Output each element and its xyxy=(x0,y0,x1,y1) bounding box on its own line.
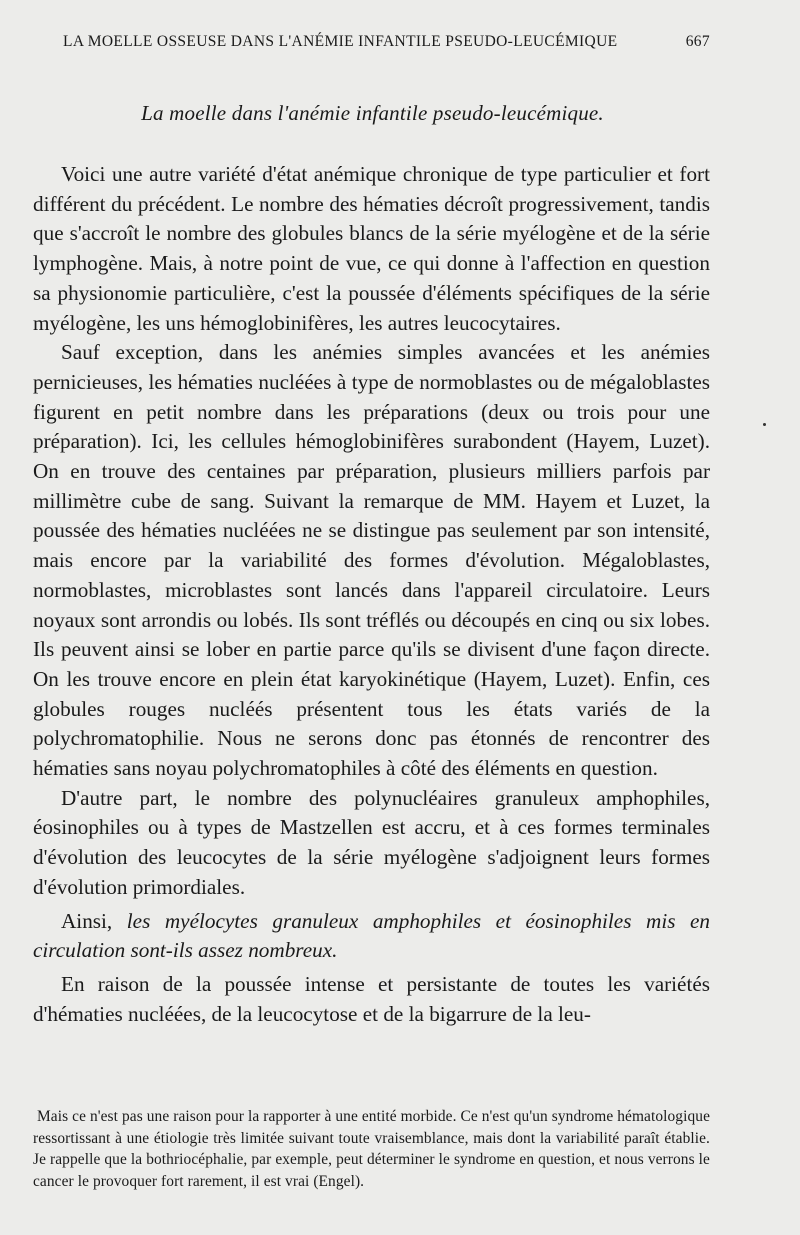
paragraph-hematies: Sauf exception, dans les anémies simples avancées et les anémies pernicieuses, les hématies nucléées à type de normoblastes ou de mégaloblastes figurent en petit nombre dans les préparations (deux ou trois pour une préparation). Ici, les cellules hémoglobinifères surabondent (Hayem, Luzet). On en trouve des centaines par préparation, plusieurs milliers parfois par millimètre cube de sang. Suivant la remarque de MM. Hayem et Luzet, la poussée des hématies nucléées ne se distingue pas seulement par son intensité, mais encore par la variabilité des formes d'évolution. Mégaloblastes, normoblastes, microblastes sont lancés dans l'appareil circulatoire. Leurs noyaux sont arrondis ou lobés. Ils sont tréflés ou découpés en cinq ou six lobes. Ils peuvent ainsi se lober en partie parce qu'ils se divisent d'une façon directe. On les trouve encore en plein état karyokinétique (Hayem, Luzet). Enfin, ces globules rouges nucléés présentent tous les états variés de la polychromatophilie. Nous ne serons donc pas étonnés de rencontrer des hématies sans noyau polychromatophiles à côté des éléments en question. xyxy=(33,340,710,781)
page-number: 667 xyxy=(685,33,710,50)
body-text xyxy=(33,160,710,1029)
section-title: La moelle dans l'anémie infantile pseudo-leucémique. xyxy=(141,101,604,125)
paragraph-myelocytes xyxy=(33,907,710,966)
running-head-title: LA MOELLE OSSEUSE DANS L'ANÉMIE INFANTILE PSEUDO-LEUCÉMIQUE xyxy=(63,33,618,50)
print-speck xyxy=(763,423,766,426)
paragraph-polynucleaires: D'autre part, le nombre des polynucléaires granuleux amphophiles, éosinophiles ou à types de Mastzellen est accru, et à ces formes terminales d'évolution des leucocytes de la série myélogène s'adjoignent leurs formes d'évolution primordiales. xyxy=(33,785,710,899)
paragraph-myelocytes-lead: Ainsi, xyxy=(61,908,127,933)
footnote-text: Mais ce n'est pas une raison pour la rapporter à une entité morbide. Ce n'est qu'un syndrome hématologique ressortissant à une étiologie très limitée suivant toute vraisemblance, mais dont la variabilité paraît établie. Je rappelle que la bothriocéphalie, par exemple, peut déterminer le syndrome en question, et nous verrons le cancer le provoquer fort rarement, il est vrai (Engel). xyxy=(33,1108,710,1190)
running-head xyxy=(35,33,710,57)
paragraph-myelocytes-emphasis: les myélocytes granuleux amphophiles et éosinophiles mis en circulation sont-ils assez nombreux. xyxy=(33,908,711,963)
paragraph-intro: Voici une autre variété d'état anémique chronique de type particulier et fort différent du précédent. Le nombre des hématies décroît progressivement, tandis que s'accroît le nombre des globules blancs de la série myélogène et de la série lymphogène. Mais, à notre point de vue, ce qui donne à l'affection en question sa physionomie particulière, c'est la poussée d'éléments spécifiques de la série myélogène, les uns hémoglobinifères, les autres leucocytaires. xyxy=(33,162,710,335)
paragraph-leucocytose: En raison de la poussée intense et persistante de toutes les variétés d'hématies nucléées, de la leucocytose et de la bigarrure de la leu- xyxy=(33,971,710,1026)
footnote xyxy=(33,1106,710,1192)
